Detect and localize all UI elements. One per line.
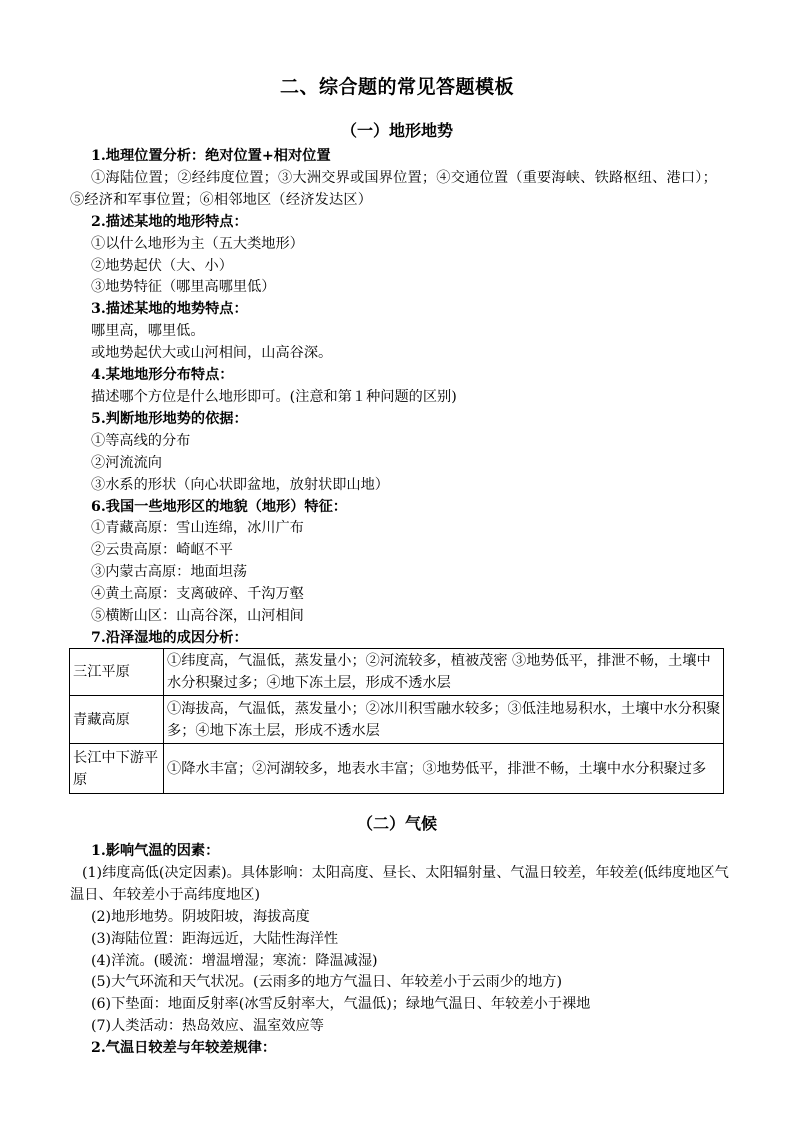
answer-line: ①青藏高原：雪山连绵，冰川广布 — [91, 520, 304, 537]
question-heading: 2.气温日较差与年较差规律： — [91, 1040, 277, 1057]
answer-line: ⑤横断山区：山高谷深，山河相间 — [91, 608, 304, 625]
cause-cell: ①纬度高，气温低，蒸发量小；②河流较多，植被茂密 ③地势低平，排泄不畅，土壤中水分积聚过多；④地下冻土层，形成不透水层 — [164, 649, 724, 696]
answer-line: 描述哪个方位是什么地形即可。(注意和第１种问题的区别) — [91, 388, 457, 405]
answer-line: (3)海陆位置：距海远近，大陆性海洋性 — [91, 930, 339, 947]
answer-line: ②云贵高原：崎岖不平 — [91, 542, 233, 559]
page-title: 二、综合题的常见答题模板 — [279, 76, 514, 98]
answer-line: (5)大气环流和天气状况。(云雨多的地方气温日、年较差小于云雨少的地方) — [91, 974, 562, 991]
section-heading-terrain: （一）地形地势 — [340, 121, 453, 140]
terrain-answer-list — [70, 146, 730, 650]
question-heading: 2.描述某地的地形特点： — [91, 213, 248, 230]
question-heading: 3.描述某地的地势特点： — [91, 301, 248, 318]
answer-line: ①等高线的分布 — [91, 432, 191, 449]
answer-line: (6)下垫面：地面反射率(冰雪反射率大，气温低)；绿地气温日、年较差小于裸地 — [91, 996, 591, 1013]
table-row — [70, 744, 724, 794]
answer-line: 或地势起伏大或山河相间，山高谷深。 — [91, 345, 333, 362]
region-cell: 青藏高原 — [70, 696, 164, 744]
cause-cell: ①海拔高，气温低，蒸发量小；②冰川积雪融水较多；③低洼地易积水，土壤中水分积聚多；④地下冻土层，形成不透水层 — [164, 696, 724, 744]
answer-line: (1)纬度高低(决定因素)。具体影响：太阳高度、昼长、太阳辐射量、气温日较差，年较差(低纬度地区气温日、年较差小于高纬度地区) — [70, 864, 729, 903]
answer-line: 哪里高，哪里低。 — [91, 323, 205, 340]
question-heading: 6.我国一些地形区的地貌（地形）特征： — [91, 498, 347, 515]
answer-line: ③地势特征（哪里高哪里低） — [91, 279, 276, 296]
question-heading: 1.影响气温的因素： — [91, 843, 220, 859]
answer-line: (7)人类活动：热岛效应、温室效应等 — [91, 1018, 324, 1035]
answer-line: ③水系的形状（向心状即盆地，放射状即山地） — [91, 476, 389, 493]
cause-cell: ①降水丰富；②河湖较多，地表水丰富；③地势低平，排泄不畅，土壤中水分积聚过多 — [164, 744, 724, 794]
question-heading: 4.某地地形分布特点： — [91, 367, 234, 384]
climate-answer-list — [70, 841, 730, 1060]
answer-line: ①以什么地形为主（五大类地形） — [91, 235, 304, 252]
region-cell: 三江平原 — [70, 649, 164, 696]
answer-line: ①海陆位置；②经纬度位置；③大洲交界或国界位置；④交通位置（重要海峡、铁路枢纽、港口）；⑤经济和军事位置；⑥相邻地区（经济发达区） — [70, 169, 717, 208]
answer-line: (4)洋流。(暖流：增温增湿；寒流：降温减湿) — [91, 952, 378, 969]
region-cell: 长江中下游平原 — [70, 744, 164, 794]
answer-line: ④黄土高原：支离破碎、千沟万壑 — [91, 586, 304, 603]
section-heading-climate: （二）气候 — [356, 814, 437, 833]
answer-line: ③内蒙古高原：地面坦荡 — [91, 564, 248, 581]
question-heading: 7.沿泽湿地的成因分析： — [91, 629, 248, 646]
table-row — [70, 696, 724, 744]
question-heading: 1.地理位置分析：绝对位置+相对位置 — [91, 148, 331, 164]
question-heading: 5.判断地形地势的依据： — [91, 410, 248, 427]
table-row — [70, 649, 724, 696]
wetland-causes-table — [69, 648, 724, 794]
answer-line: ②河流流向 — [91, 454, 162, 471]
answer-line: (2)地形地势。阴坡阳坡，海拔高度 — [91, 908, 310, 925]
answer-line: ②地势起伏（大、小） — [91, 257, 233, 274]
